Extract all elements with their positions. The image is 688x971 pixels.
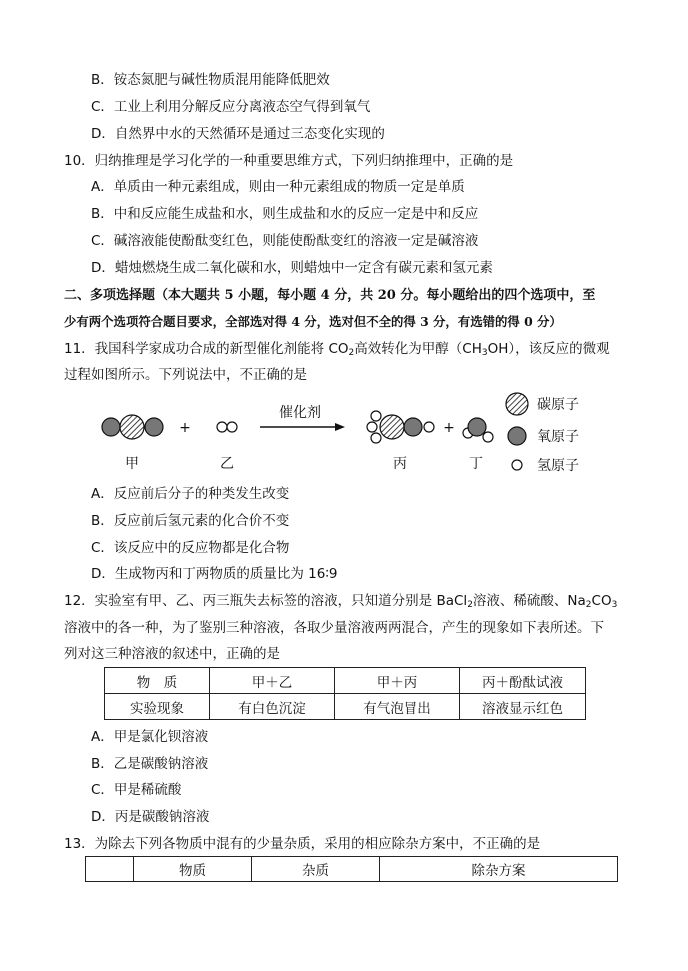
q9-option-b: B．铵态氮肥与碱性物质混用能降低肥效 <box>91 72 330 88</box>
table-cell: 有白色沉淀 <box>210 694 335 720</box>
hydrogen-atom-icon <box>483 432 493 442</box>
table-cell: 溶液显示红色 <box>460 694 586 720</box>
catalyst-label: 催化剂 <box>279 405 321 421</box>
q12-option-c: C．甲是稀硫酸 <box>91 782 182 798</box>
oxygen-atom-icon <box>404 418 422 436</box>
hydrogen-atom-icon <box>217 422 227 432</box>
table-header-cell: 甲＋乙 <box>210 668 335 694</box>
table-header-cell: 甲＋丙 <box>335 668 460 694</box>
label-ding: 丁 <box>469 456 483 472</box>
hydrogen-atom-icon <box>371 433 381 443</box>
q12-table-header-row <box>105 668 586 694</box>
q12-option-b: B．乙是碳酸钠溶液 <box>91 756 209 772</box>
table-header-cell: 物质 <box>134 857 252 882</box>
label-jia: 甲 <box>125 456 139 472</box>
section2-desc-line1: （本大题共 5 小题，每小题 4 分，共 20 分。每小题给出的四个选项中，至 <box>155 288 596 303</box>
q12-stem-part1: 12．实验室有甲、乙、丙三瓶失去标签的溶液，只知道分别是 BaCl <box>64 593 468 609</box>
label-yi: 乙 <box>220 456 234 472</box>
molecule-ding <box>463 418 493 442</box>
carbon-atom-icon <box>380 415 404 439</box>
plus-sign-1: + <box>179 420 191 436</box>
q10-option-b: B．中和反应能生成盐和水，则生成盐和水的反应一定是中和反应 <box>91 206 479 222</box>
q11-option-d: D．生成物丙和丁两物质的质量比为 16∶9 <box>91 566 338 582</box>
q12-stem-line3: 列对这三种溶液的叙述中，正确的是 <box>64 646 280 662</box>
q12-table <box>104 667 586 720</box>
q12-stem-line2: 溶液中的各一种，为了鉴别三种溶液，各取少量溶液两两混合，产生的现象如下表所述。下 <box>64 620 604 636</box>
q12-co3-subscript: 3 <box>611 600 618 610</box>
q13-table-header-row <box>86 857 618 882</box>
q11-ch3-subscript: 3 <box>481 348 488 358</box>
hydrogen-atom-icon <box>367 422 377 432</box>
oxygen-atom-icon <box>468 418 486 436</box>
q12-stem-part2: 溶液、稀硫酸、Na <box>472 593 586 609</box>
q11-option-b: B．反应前后氢元素的化合价不变 <box>91 513 290 529</box>
section2-desc-line2: 少有两个选项符合题目要求，全部选对得 4 分，选对但不全的得 3 分，有选错的得 0 分） <box>64 314 562 329</box>
q12-table-row <box>105 694 586 720</box>
legend <box>506 393 579 474</box>
hydrogen-atom-icon <box>227 422 237 432</box>
carbon-legend-icon <box>506 393 528 415</box>
q11-option-c: C．该反应中的反应物都是化合物 <box>91 540 290 556</box>
q12-na2-subscript: 2 <box>585 600 592 610</box>
legend-oxygen: 氧原子 <box>537 429 579 445</box>
arrow-head-icon <box>335 423 345 431</box>
hydrogen-atom-icon <box>424 422 434 432</box>
q12-option-a: A．甲是氯化钡溶液 <box>91 729 209 745</box>
q12-option-d: D．丙是碳酸钠溶液 <box>91 809 210 825</box>
table-header-cell: 物 质 <box>105 668 210 694</box>
table-header-cell: 杂质 <box>252 857 380 882</box>
q10-option-a: A．单质由一种元素组成，则由一种元素组成的物质一定是单质 <box>91 179 465 195</box>
carbon-atom-icon <box>120 415 144 439</box>
plus-sign-2: + <box>443 420 455 436</box>
q12-stem <box>64 592 617 610</box>
table-header-cell: 除杂方案 <box>380 857 618 882</box>
q11-stem-line2: 过程如图所示。下列说法中，不正确的是 <box>64 367 307 383</box>
table-cell: 实验现象 <box>105 694 210 720</box>
q11-stem-part3: OH），该反应的微观 <box>487 341 610 357</box>
q9-option-d: D．自然界中水的天然循环是通过三态变化实现的 <box>91 126 385 142</box>
q11-option-a: A．反应前后分子的种类发生改变 <box>91 486 290 502</box>
legend-hydrogen: 氢原子 <box>537 458 579 474</box>
hydrogen-atom-icon <box>371 411 381 421</box>
molecule-yi <box>217 422 237 432</box>
oxygen-atom-icon <box>102 418 120 436</box>
q11-stem <box>64 340 610 358</box>
q10-option-c: C．碱溶液能使酚酞变红色，则能使酚酞变红的溶液一定是碱溶液 <box>91 233 479 249</box>
hydrogen-legend-icon <box>512 460 522 470</box>
q12-bacl2-subscript: 2 <box>467 600 473 610</box>
q12-stem-part3: CO <box>591 593 612 609</box>
oxygen-legend-icon <box>508 427 526 445</box>
label-bing: 丙 <box>393 456 407 472</box>
molecule-jia <box>102 415 163 439</box>
section2-title: 二、多项选择题 <box>64 288 156 303</box>
q11-co2-subscript: 2 <box>348 348 355 358</box>
oxygen-atom-icon <box>145 418 163 436</box>
q11-stem-part2: 高效转化为甲醇（CH <box>354 341 482 357</box>
q13-stem: 13．为除去下列各物质中混有的少量杂质，采用的相应除杂方案中，不正确的是 <box>64 836 541 852</box>
reaction-diagram <box>95 390 605 480</box>
q10-option-d: D．蜡烛燃烧生成二氧化碳和水，则蜡烛中一定含有碳元素和氢元素 <box>91 260 493 276</box>
table-header-cell <box>86 857 134 882</box>
section2-header <box>64 286 595 305</box>
q9-option-c: C．工业上利用分解反应分离液态空气得到氧气 <box>91 99 371 115</box>
legend-carbon: 碳原子 <box>537 397 579 413</box>
q13-table <box>85 856 618 882</box>
table-cell: 有气泡冒出 <box>335 694 460 720</box>
q11-stem-part1: 11．我国科学家成功合成的新型催化剂能将 CO <box>64 341 349 357</box>
table-header-cell: 丙＋酚酞试液 <box>460 668 586 694</box>
molecule-bing <box>367 411 434 443</box>
q10-stem: 10．归纳推理是学习化学的一种重要思维方式，下列归纳推理中，正确的是 <box>64 153 514 169</box>
